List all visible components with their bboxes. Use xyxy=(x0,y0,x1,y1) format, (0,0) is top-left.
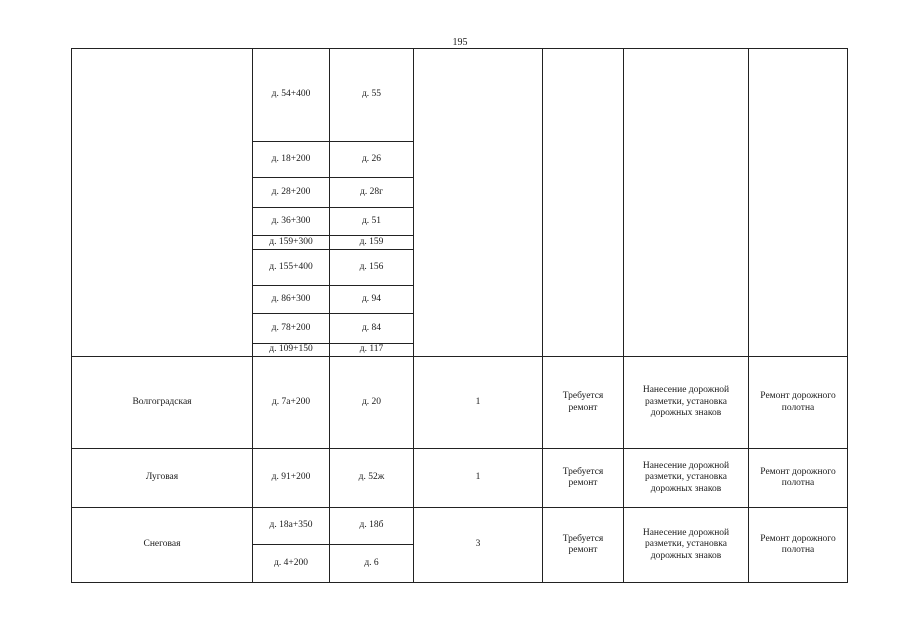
measures-line: Нанесение дорожной xyxy=(642,527,730,538)
km-cell: д. 155+400 xyxy=(252,250,329,286)
state-line: Требуется xyxy=(562,391,604,401)
count-cell: 3 xyxy=(413,507,542,582)
measures-cell xyxy=(623,356,748,448)
house-cell: д. 28г xyxy=(329,178,413,208)
km-cell: д. 78+200 xyxy=(252,314,329,344)
house-cell: д. 20 xyxy=(329,356,413,448)
km-cell: д. 159+300 xyxy=(252,236,329,250)
km-cell: д. 7а+200 xyxy=(252,356,329,448)
repair-line: полотна xyxy=(781,545,815,555)
road-table xyxy=(71,48,848,583)
house-cell: д. 94 xyxy=(329,286,413,314)
km-cell: д. 4+200 xyxy=(252,545,329,582)
repair-cell xyxy=(748,507,847,582)
house-cell: д. 26 xyxy=(329,142,413,178)
house-cell: д. 18б xyxy=(329,507,413,545)
km-cell: д. 28+200 xyxy=(252,178,329,208)
house-cell: д. 6 xyxy=(329,545,413,582)
measures-cell xyxy=(623,507,748,582)
house-cell: д. 51 xyxy=(329,208,413,236)
measures-line: дорожных знаков xyxy=(650,550,722,561)
state-line: Требуется xyxy=(562,533,604,544)
state-cell xyxy=(542,507,623,582)
house-cell: д. 159 xyxy=(329,236,413,250)
house-cell: д. 156 xyxy=(329,250,413,286)
measures-line: разметки, установка xyxy=(645,539,727,550)
repair-line: Ремонт дорожного xyxy=(760,533,836,544)
repair-line: полотна xyxy=(781,478,815,488)
km-cell: д. 54+400 xyxy=(252,49,329,142)
repair-line: Ремонт дорожного xyxy=(760,466,836,477)
measures-line: разметки, установка xyxy=(645,472,727,483)
street-name: Волгоградская xyxy=(72,356,252,448)
state-cell xyxy=(542,448,623,507)
state-line: ремонт xyxy=(568,545,598,555)
state-line: ремонт xyxy=(568,402,598,413)
km-cell: д. 86+300 xyxy=(252,286,329,314)
measures-line: Нанесение дорожной xyxy=(642,385,730,396)
km-cell: д. 91+200 xyxy=(252,448,329,507)
measures-line: Нанесение дорожной xyxy=(642,460,730,471)
house-cell: д. 84 xyxy=(329,314,413,344)
state-line: Требуется xyxy=(562,466,604,477)
repair-cell-empty xyxy=(748,49,847,356)
km-cell: д. 36+300 xyxy=(252,208,329,236)
house-cell: д. 52ж xyxy=(329,448,413,507)
km-cell: д. 109+150 xyxy=(252,344,329,356)
count-cell-empty xyxy=(413,49,542,356)
measures-cell xyxy=(623,448,748,507)
count-cell: 1 xyxy=(413,448,542,507)
measures-line: дорожных знаков xyxy=(650,408,722,419)
measures-line: разметки, установка xyxy=(645,396,727,407)
measures-cell-empty xyxy=(623,49,748,356)
repair-cell xyxy=(748,356,847,448)
house-cell: д. 55 xyxy=(329,49,413,142)
page-number: 195 xyxy=(452,37,468,48)
state-line: ремонт xyxy=(568,478,598,488)
street-name: Снеговая xyxy=(72,507,252,582)
state-cell xyxy=(542,356,623,448)
state-cell-empty xyxy=(542,49,623,356)
km-cell: д. 18а+350 xyxy=(252,507,329,545)
repair-cell xyxy=(748,448,847,507)
street-name: Луговая xyxy=(72,448,252,507)
measures-line: дорожных знаков xyxy=(650,483,722,494)
street-cell-empty xyxy=(72,49,252,356)
repair-line: полотна xyxy=(781,402,815,413)
repair-line: Ремонт дорожного xyxy=(760,391,836,401)
house-cell: д. 117 xyxy=(329,344,413,356)
km-cell: д. 18+200 xyxy=(252,142,329,178)
count-cell: 1 xyxy=(413,356,542,448)
